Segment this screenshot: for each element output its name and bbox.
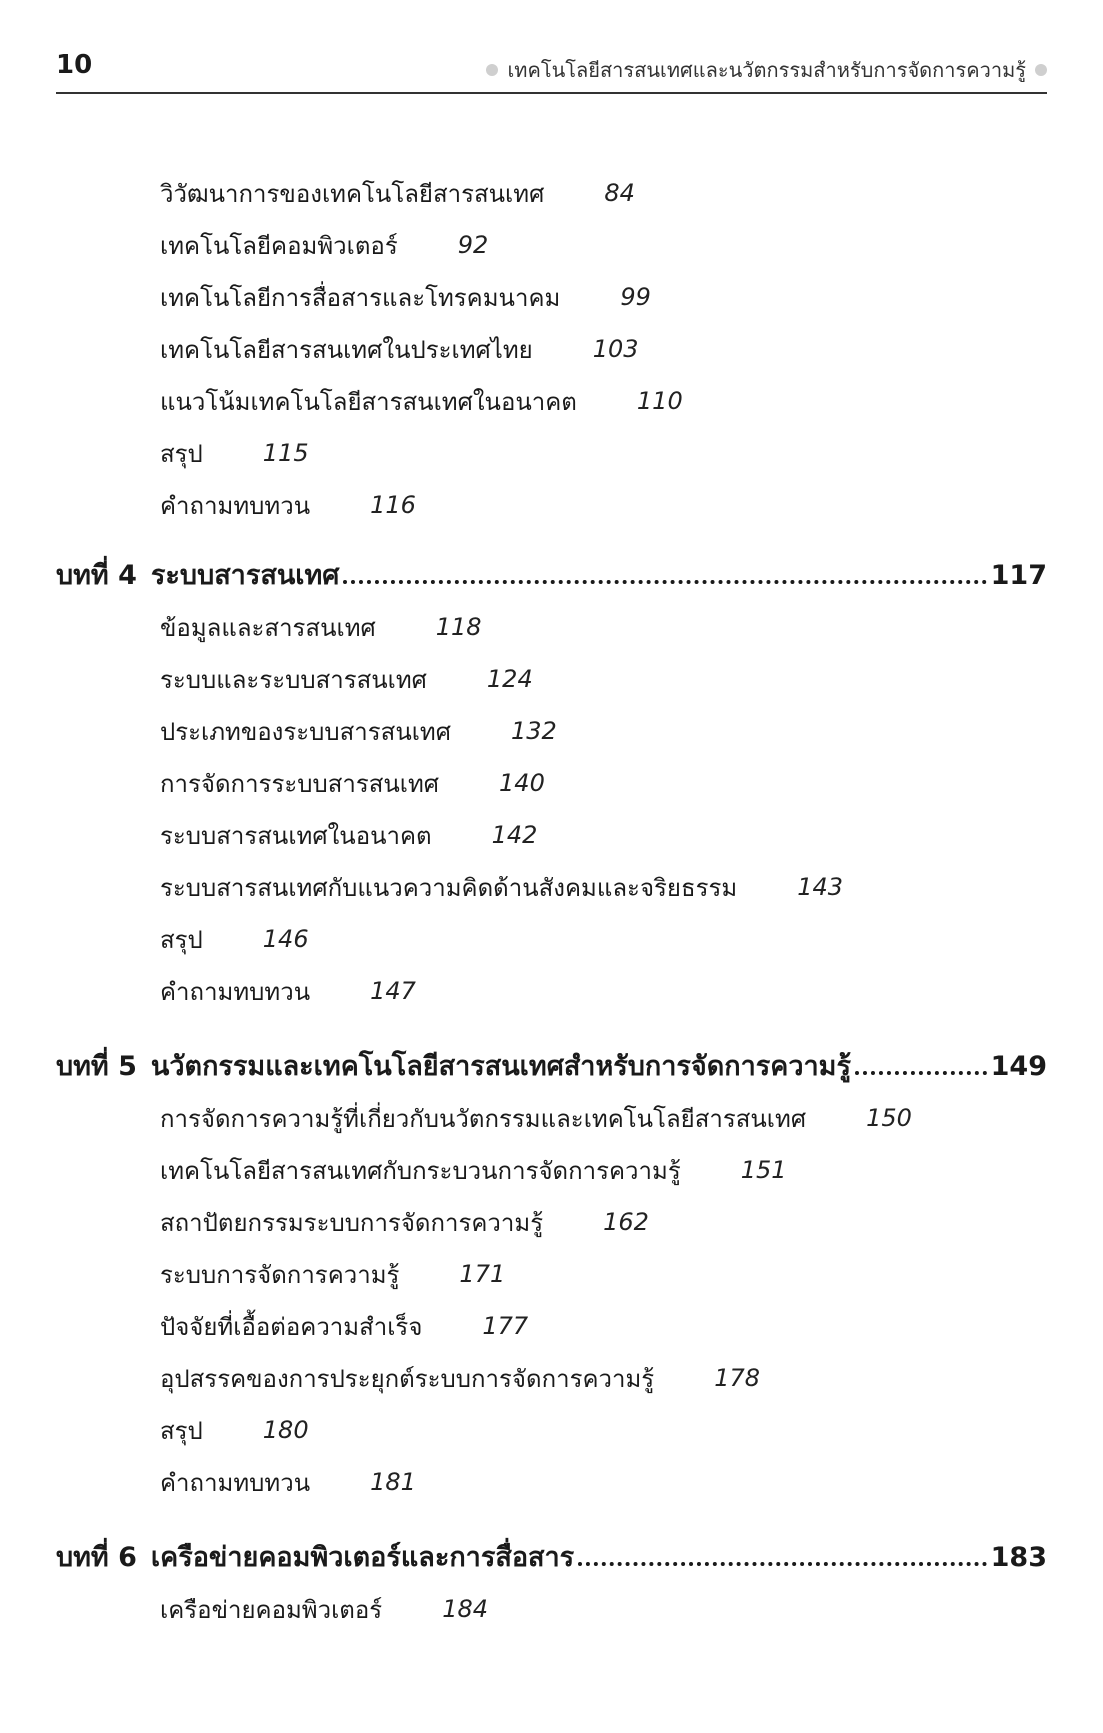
chapter-heading-6[interactable] xyxy=(56,1535,1047,1575)
toc-entry-title: ระบบสารสนเทศในอนาคต xyxy=(160,821,432,850)
toc-entry-page: 146 xyxy=(262,925,309,953)
toc-entry[interactable] xyxy=(160,1256,505,1292)
toc-entry[interactable] xyxy=(160,1100,912,1136)
toc-entry[interactable] xyxy=(160,1591,488,1627)
toc-entry[interactable] xyxy=(160,765,545,801)
toc-entry-page: 171 xyxy=(459,1260,506,1288)
toc-entry-title: เทคโนโลยีสารสนเทศในประเทศไทย xyxy=(160,335,533,364)
toc-entry-page: 150 xyxy=(866,1104,912,1132)
toc-entry[interactable] xyxy=(160,487,416,523)
toc-entry-title: แนวโน้มเทคโนโลยีสารสนเทศในอนาคต xyxy=(160,387,577,416)
toc-entry[interactable] xyxy=(160,1308,528,1344)
toc-entry[interactable] xyxy=(160,279,651,315)
toc-entry-page: 110 xyxy=(636,387,683,415)
chapter-title: นวัตกรรมและเทคโนโลยีสารสนเทศสำหรับการจัดการความรู้ xyxy=(150,1051,851,1082)
toc-entry[interactable] xyxy=(160,1360,760,1396)
toc-entry-page: 181 xyxy=(370,1468,416,1496)
toc-entry[interactable] xyxy=(160,817,537,853)
chapter-label: บทที่ 5 xyxy=(56,1051,137,1082)
toc-entry-title: เทคโนโลยีการสื่อสารและโทรคมนาคม xyxy=(160,283,561,312)
toc-entry-page: 116 xyxy=(370,491,416,519)
toc-entry-page: 99 xyxy=(620,283,651,311)
toc-entry-page: 184 xyxy=(442,1595,488,1623)
toc-entry-title: คำถามทบทวน xyxy=(160,491,311,520)
dot-leader xyxy=(855,1071,987,1075)
page-number: 10 xyxy=(56,50,93,80)
toc-entry-title: คำถามทบทวน xyxy=(160,977,311,1006)
toc-entry-page: 151 xyxy=(740,1156,787,1184)
toc-entry-page: 147 xyxy=(370,977,416,1005)
toc-entry-page: 92 xyxy=(457,231,489,259)
toc-entry[interactable] xyxy=(160,1204,649,1240)
chapter-label: บทที่ 4 xyxy=(56,560,137,591)
toc-entry-title: ประเภทของระบบสารสนเทศ xyxy=(160,717,451,746)
toc-entry-title: ระบบการจัดการความรู้ xyxy=(160,1260,400,1289)
toc-entry-title: สรุป xyxy=(160,925,203,954)
toc-entry-page: 162 xyxy=(603,1208,649,1236)
toc-entry[interactable] xyxy=(160,175,635,211)
toc-entry[interactable] xyxy=(160,869,843,905)
toc-entry[interactable] xyxy=(160,1412,309,1448)
chapter-title: เครือข่ายคอมพิวเตอร์และการสื่อสาร xyxy=(150,1542,575,1573)
toc-entry-page: 178 xyxy=(714,1364,760,1392)
chapter-page: 117 xyxy=(990,560,1047,591)
toc-entry-title: ปัจจัยที่เอื้อต่อความสำเร็จ xyxy=(160,1312,423,1341)
toc-entry-page: 103 xyxy=(592,335,639,363)
toc-entry-page: 143 xyxy=(797,873,844,901)
toc-entry-page: 180 xyxy=(262,1416,309,1444)
toc-entry-title: คำถามทบทวน xyxy=(160,1468,311,1497)
toc-entry[interactable] xyxy=(160,227,488,263)
toc-entry-page: 132 xyxy=(510,717,557,745)
toc-entry-title: การจัดการความรู้ที่เกี่ยวกับนวัตกรรมและเทคโนโลยีสารสนเทศ xyxy=(160,1104,807,1133)
toc-entry-title: สถาปัตยกรรมระบบการจัดการความรู้ xyxy=(160,1208,544,1237)
toc-entry[interactable] xyxy=(160,713,557,749)
toc-entry[interactable] xyxy=(160,1152,787,1188)
toc-entry[interactable] xyxy=(160,383,683,419)
toc-entry-title: ระบบและระบบสารสนเทศ xyxy=(160,665,427,694)
toc-entry[interactable] xyxy=(160,331,639,367)
chapter-heading-5[interactable] xyxy=(56,1044,1047,1084)
toc-entry-title: สรุป xyxy=(160,1416,203,1445)
toc-entry-page: 84 xyxy=(604,179,635,207)
toc-entry-title: ข้อมูลและสารสนเทศ xyxy=(160,613,376,642)
toc-entry[interactable] xyxy=(160,973,416,1009)
chapter-title: ระบบสารสนเทศ xyxy=(150,560,340,591)
toc-entry-title: สรุป xyxy=(160,439,203,468)
toc-entry[interactable] xyxy=(160,1464,416,1500)
dot-leader xyxy=(343,580,986,584)
chapter-label: บทที่ 6 xyxy=(56,1542,137,1573)
chapter-page: 149 xyxy=(990,1051,1047,1082)
toc-entry-page: 118 xyxy=(435,613,482,641)
dot-leader xyxy=(578,1562,986,1566)
toc-entry[interactable] xyxy=(160,435,309,471)
toc-entry-title: อุปสรรคของการประยุกต์ระบบการจัดการความรู้ xyxy=(160,1364,655,1393)
chapter-page: 183 xyxy=(990,1542,1047,1573)
toc-entry[interactable] xyxy=(160,609,482,645)
chapter-heading-4[interactable] xyxy=(56,553,1047,593)
toc-entry-title: วิวัฒนาการของเทคโนโลยีสารสนเทศ xyxy=(160,179,545,208)
toc-entry-page: 124 xyxy=(486,665,533,693)
running-title-text: เทคโนโลยีสารสนเทศและนวัตกรรมสำหรับการจัดการความรู้ xyxy=(507,58,1026,82)
toc-entry-title: เทคโนโลยีคอมพิวเตอร์ xyxy=(160,231,398,260)
toc-entry-title: เครือข่ายคอมพิวเตอร์ xyxy=(160,1595,383,1624)
toc-entry-page: 142 xyxy=(491,821,538,849)
toc-entry-title: เทคโนโลยีสารสนเทศกับกระบวนการจัดการความรู้ xyxy=(160,1156,681,1185)
toc-entry-page: 140 xyxy=(499,769,545,797)
toc-entry-title: ระบบสารสนเทศกับแนวความคิดด้านสังคมและจริยธรรม xyxy=(160,873,738,902)
toc-entry-page: 115 xyxy=(262,439,309,467)
toc-entry-page: 177 xyxy=(482,1312,529,1340)
toc-entry-title: การจัดการระบบสารสนเทศ xyxy=(160,769,440,798)
toc-entry[interactable] xyxy=(160,661,533,697)
toc-entry[interactable] xyxy=(160,921,309,957)
